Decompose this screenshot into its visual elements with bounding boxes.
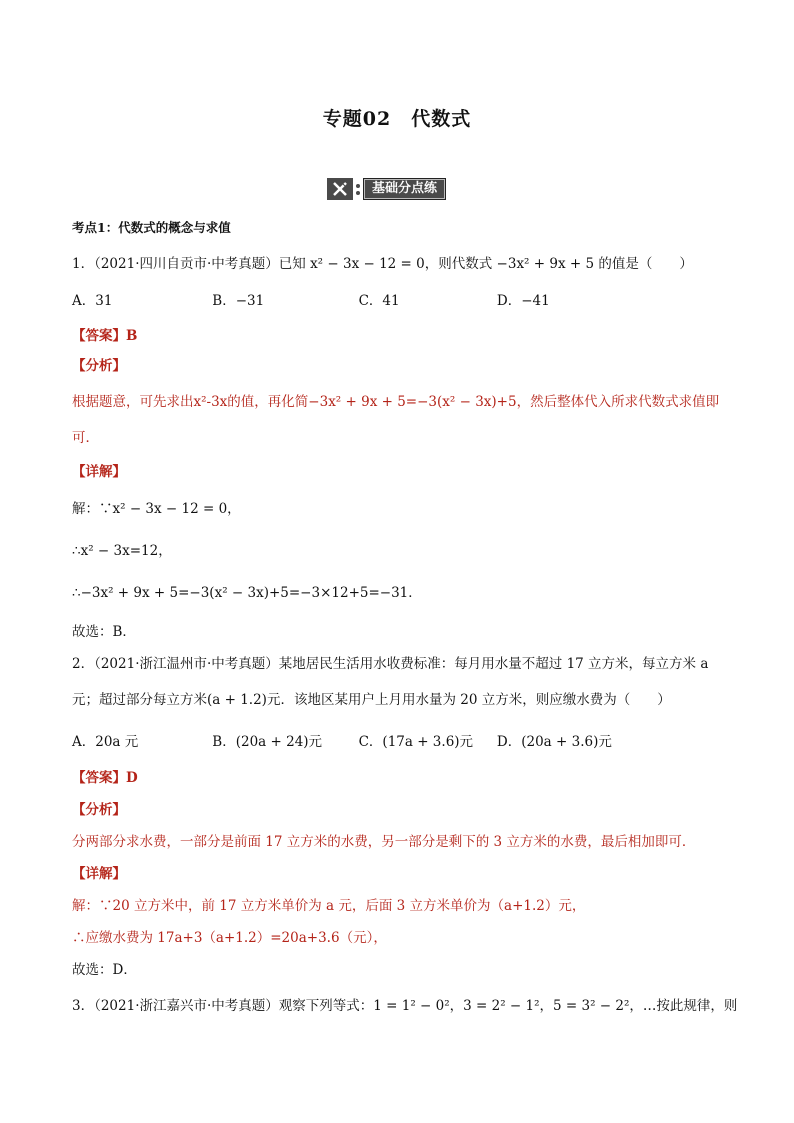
q2-analysis-label: 【分析】 bbox=[72, 802, 126, 818]
q2-analysis-line-1: 分两部分求水费，一部分是前面 17 立方米的水费，另一部分是剩下的 3 立方米的水费，最后相加即可． bbox=[72, 834, 696, 850]
q2-detail-line-2: ∴应缴水费为 17a+3（a+1.2）=20a+3.6（元）， bbox=[72, 930, 387, 946]
q3-stem-line-1: 3．（2021·浙江嘉兴市·中考真题）观察下列等式：1 = 1² − 0²，3 = 2² − 1²，5 = 3² − 2²，…按此规律，则 bbox=[72, 998, 738, 1014]
section-heading: 考点1：代数式的概念与求值 bbox=[72, 220, 231, 235]
pencil-cross-icon bbox=[327, 178, 353, 200]
q1-options bbox=[72, 291, 550, 311]
banner-label: 基础分点练 bbox=[363, 178, 446, 200]
q2-option-b: B．(20a + 24)元 bbox=[212, 734, 323, 750]
q1-detail-line-2: ∴x² − 3x=12， bbox=[72, 543, 172, 559]
page-title: 专题02 代数式 bbox=[322, 108, 472, 130]
q1-option-b: B．−31 bbox=[212, 293, 265, 309]
q1-analysis-label: 【分析】 bbox=[72, 358, 126, 374]
q2-choice: 故选：D． bbox=[72, 962, 137, 978]
q1-option-d: D．−41 bbox=[496, 293, 550, 309]
q2-detail-label: 【详解】 bbox=[72, 866, 126, 882]
q1-choice: 故选：B． bbox=[72, 624, 136, 640]
q2-stem-line-2: 元；超过部分每立方米(a + 1.2)元．该地区某用户上月用水量为 20 立方米，则应缴水费为（ ） bbox=[72, 692, 671, 708]
q1-answer: 【答案】B bbox=[72, 328, 138, 344]
q1-detail-line-1: 解：∵x² − 3x − 12 = 0， bbox=[72, 501, 241, 517]
q1-detail-line-3: ∴−3x² + 9x + 5=−3(x² − 3x)+5=−3×12+5=−31． bbox=[72, 585, 422, 601]
q1-analysis-line-1: 根据题意，可先求出x²-3x的值，再化简−3x² + 9x + 5=−3(x² − 3x)+5，然后整体代入所求代数式求值即 bbox=[72, 394, 720, 410]
q1-detail-label: 【详解】 bbox=[72, 464, 126, 480]
q1-option-c: C．41 bbox=[358, 293, 400, 309]
q2-options bbox=[72, 732, 612, 752]
q2-option-d: D．(20a + 3.6)元 bbox=[496, 734, 612, 750]
q1-stem: 1．（2021·四川自贡市·中考真题）已知 x² − 3x − 12 = 0，则代数式 −3x² + 9x + 5 的值是（ ） bbox=[72, 256, 693, 272]
q2-stem-line-1: 2．（2021·浙江温州市·中考真题）某地居民生活用水收费标准：每月用水量不超过 17 立方米，每立方米 a bbox=[72, 656, 709, 672]
q2-option-a: A．20a 元 bbox=[72, 734, 139, 750]
section-banner bbox=[327, 178, 446, 200]
q2-detail-line-1: 解：∵20 立方米中，前 17 立方米单价为 a 元，后面 3 立方米单价为（a+1.2）元， bbox=[72, 898, 586, 914]
q2-answer: 【答案】D bbox=[72, 770, 138, 786]
q1-analysis-line-2: 可． bbox=[72, 430, 99, 446]
q1-option-a: A．31 bbox=[72, 293, 113, 309]
banner-dots-icon bbox=[353, 178, 363, 200]
q2-option-c: C．(17a + 3.6)元 bbox=[358, 734, 474, 750]
